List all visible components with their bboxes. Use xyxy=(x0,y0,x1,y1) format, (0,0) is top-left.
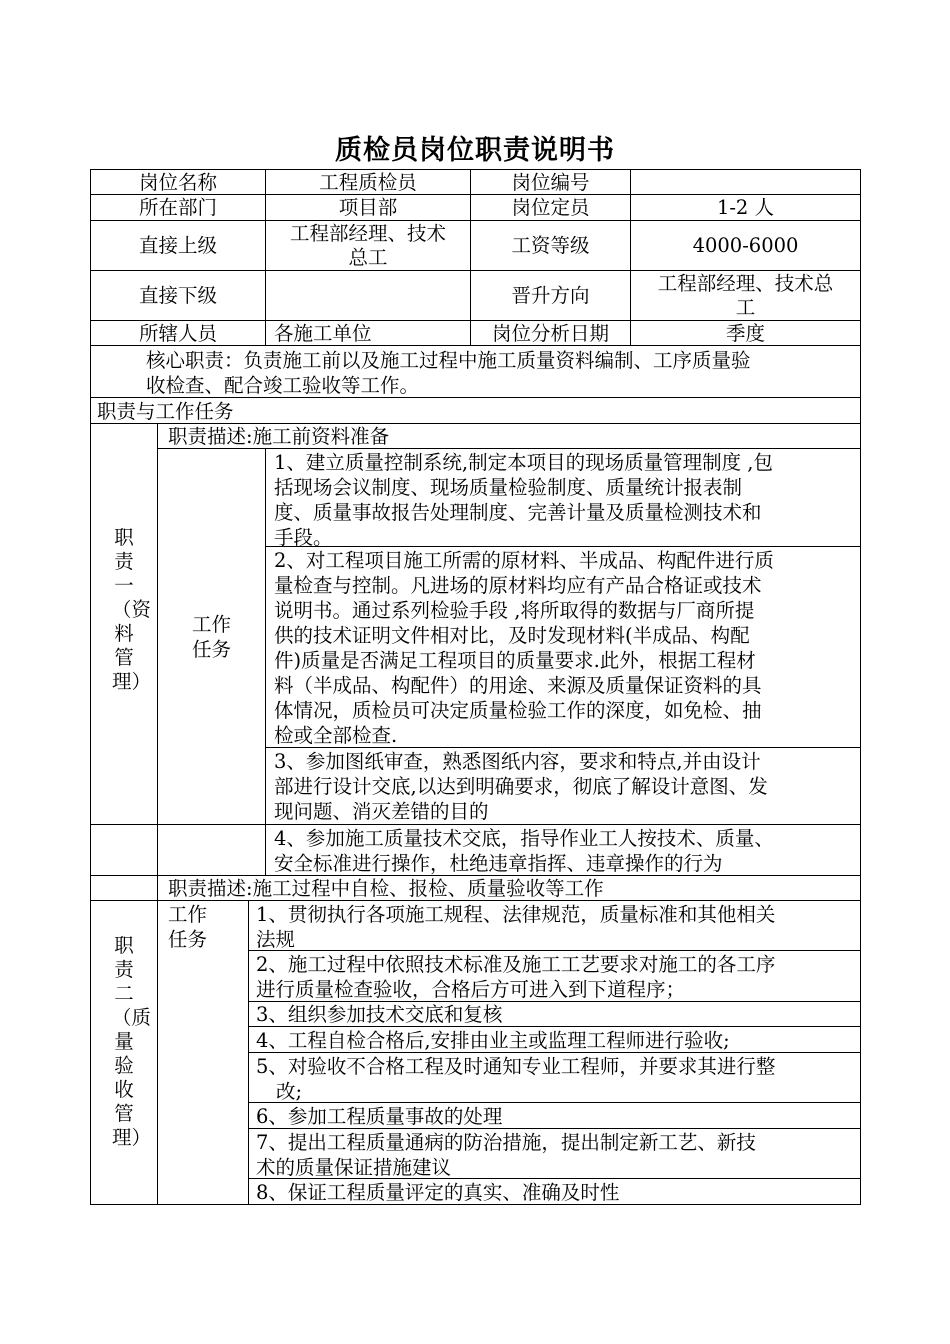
task-line: 现问题、消灭差错的目的 xyxy=(274,800,489,823)
duty2-description: 职责描述:施工过程中自检、报检、质量验收等工作 xyxy=(168,877,604,900)
task-line: 2、对工程项目施工所需的原材料、半成品、构配件进行质 xyxy=(274,549,774,572)
task-line: 检或全部检查. xyxy=(274,724,398,747)
value-direct-superior-line2: 总工 xyxy=(348,246,388,269)
value-salary-grade: 4000-6000 xyxy=(692,234,799,257)
task-line: 6、参加工程质量事故的处理 xyxy=(256,1105,503,1128)
value-promotion-line2: 工 xyxy=(735,296,756,319)
label-analysis-date: 岗位分析日期 xyxy=(491,322,609,345)
label-direct-superior: 直接上级 xyxy=(138,234,217,257)
value-position-name: 工程质检员 xyxy=(319,171,417,194)
duty1-task-label-a: 工作 xyxy=(191,613,231,636)
task-line: 进行质量检查验收，合格后方可进入到下道程序； xyxy=(256,978,686,1001)
duty2-task-label-b: 任务 xyxy=(168,928,208,951)
label-position-name: 岗位名称 xyxy=(138,171,217,194)
task-line: 3、组织参加技术交底和复核 xyxy=(256,1003,503,1026)
duty1-side-label: 职责一（资料管理） xyxy=(112,526,152,693)
task-line: 4、参加施工质量技术交底，指导作业工人按技术、质量、 xyxy=(274,827,774,850)
task-line: 部进行设计交底,以达到明确要求，彻底了解设计意图、发 xyxy=(274,775,768,798)
label-staff: 所辖人员 xyxy=(138,322,217,345)
task-line: 供的技术证明文件相对比，及时发现材料(半成品、构配 xyxy=(274,624,750,647)
section-label: 职责与工作任务 xyxy=(97,400,234,423)
task-line: 术的质量保证措施建议 xyxy=(256,1156,452,1179)
task-line: 1、贯彻执行各项施工规程、法律规范，质量标准和其他相关 xyxy=(256,903,776,926)
label-position-number: 岗位编号 xyxy=(511,171,590,194)
task-line: 5、对验收不合格工程及时通知专业工程师，并要求其进行整 xyxy=(256,1055,776,1078)
value-promotion-line1: 工程部经理、技术总 xyxy=(657,272,834,295)
value-headcount: 1-2 人 xyxy=(716,196,775,219)
label-headcount: 岗位定员 xyxy=(511,196,590,219)
task-line: 4、工程自检合格后,安排由业主或监理工程师进行验收; xyxy=(256,1029,730,1052)
page-title: 质检员岗位职责说明书 xyxy=(335,135,615,166)
core-duty-line2: 收检查、配合竣工验收等工作。 xyxy=(146,374,420,397)
task-line: 2、施工过程中依照技术标准及施工工艺要求对施工的各工序 xyxy=(256,953,776,976)
duty2-side-label: 职责二（质量验收管理） xyxy=(112,934,152,1149)
value-department: 项目部 xyxy=(338,196,398,219)
task-line: 件)质量是否满足工程项目的质量要求.此外，根据工程材 xyxy=(274,649,756,672)
task-line: 手段。 xyxy=(274,526,333,549)
label-department: 所在部门 xyxy=(138,196,217,219)
task-line: 7、提出工程质量通病的防治措施，提出制定新工艺、新技 xyxy=(256,1131,756,1154)
task-line: 括现场会议制度、现场质量检验制度、质量统计报表制 xyxy=(274,476,743,499)
value-direct-superior-line1: 工程部经理、技术 xyxy=(289,222,446,245)
task-line: 3、参加图纸审查，熟悉图纸内容，要求和特点,并由设计 xyxy=(274,750,761,773)
task-line: 说明书。通过系列检验手段 ,将所取得的数据与厂商所提 xyxy=(274,599,755,622)
task-line: 安全标准进行操作，杜绝违章指挥、违章操作的行为 xyxy=(274,852,723,875)
core-duty-line1: 核心职责：负责施工前以及施工过程中施工质量资料编制、工序质量验 xyxy=(146,349,751,372)
task-line: 度、质量事故报告处理制度、完善计量及质量检测技术和 xyxy=(274,501,762,524)
value-staff: 各施工单位 xyxy=(274,322,372,345)
task-line: 法规 xyxy=(256,928,296,951)
value-analysis-date: 季度 xyxy=(725,322,765,345)
task-line: 料（半成品、构配件）的用途、来源及质量保证资料的具 xyxy=(274,674,762,697)
task-line: 改; xyxy=(276,1080,303,1103)
task-line: 体情况，质检员可决定质量检验工作的深度，如免检、抽 xyxy=(274,699,762,722)
label-promotion: 晋升方向 xyxy=(511,284,590,307)
task-line: 8、保证工程质量评定的真实、准确及时性 xyxy=(256,1181,620,1204)
task-line: 1、建立质量控制系统,制定本项目的现场质量管理制度 ,包 xyxy=(274,451,774,474)
duty2-task-label-a: 工作 xyxy=(168,903,208,926)
duty1-description: 职责描述:施工前资料准备 xyxy=(168,425,390,448)
label-salary-grade: 工资等级 xyxy=(511,234,590,257)
task-line: 量检查与控制。凡进场的原材料均应有产品合格证或技术 xyxy=(274,574,762,597)
label-direct-subordinate: 直接下级 xyxy=(138,284,217,307)
duty1-task-label-b: 任务 xyxy=(191,638,231,661)
